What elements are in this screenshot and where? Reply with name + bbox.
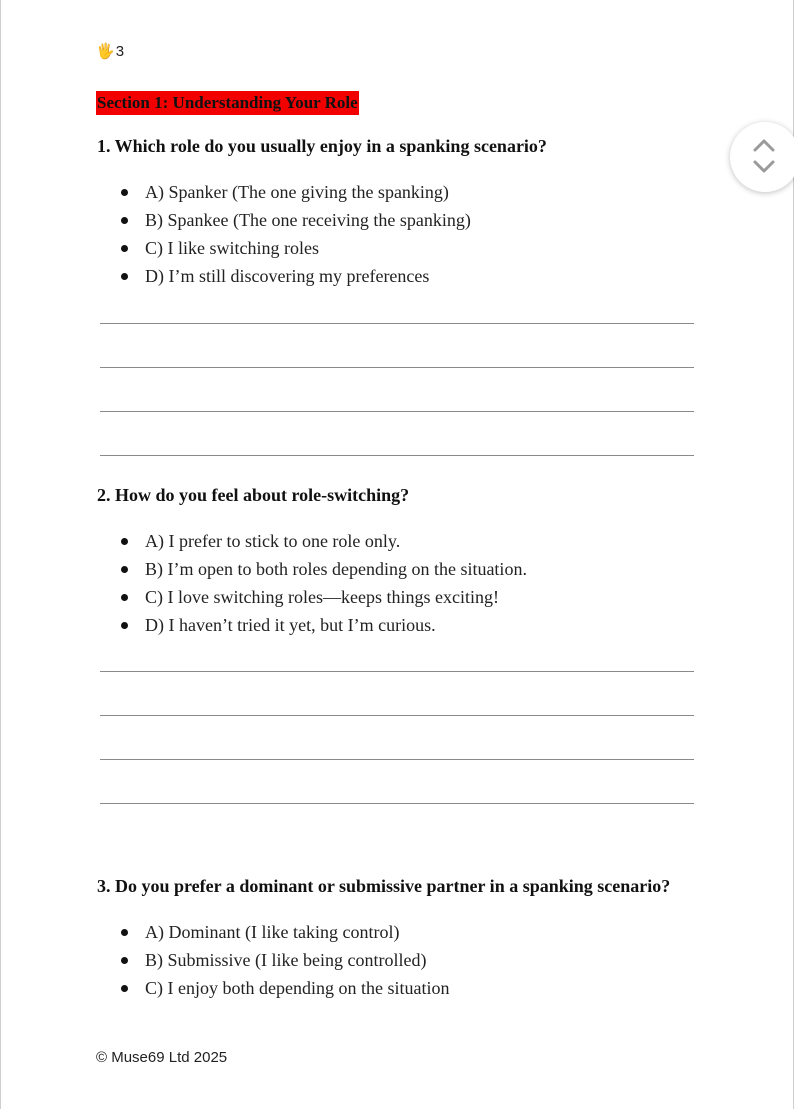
chevron-down-icon	[752, 158, 776, 176]
bullet-icon	[121, 622, 128, 629]
next-page-button[interactable]	[752, 158, 776, 176]
bullet-icon	[121, 929, 128, 936]
page-number	[96, 42, 124, 60]
bullet-icon	[121, 538, 128, 545]
bullet-icon	[121, 189, 128, 196]
question-3: 3. Do you prefer a dominant or submissive partner in a spanking scenario?	[97, 876, 671, 896]
question-3-option-a	[118, 918, 449, 946]
answer-line[interactable]	[100, 411, 694, 412]
question-3-option-c	[118, 974, 449, 1002]
option-label: A) I prefer to stick to one role only.	[145, 531, 401, 551]
option-label: D) I’m still discovering my preferences	[145, 266, 430, 286]
bullet-icon	[121, 566, 128, 573]
question-3-options	[118, 918, 449, 1002]
question-2-option-a	[118, 527, 527, 555]
bullet-icon	[121, 217, 128, 224]
option-label: B) I’m open to both roles depending on the situation.	[145, 559, 527, 579]
bullet-icon	[121, 957, 128, 964]
answer-line[interactable]	[100, 759, 694, 760]
page-border-left	[0, 0, 1, 1109]
answer-line[interactable]	[100, 367, 694, 368]
option-label: C) I like switching roles	[145, 238, 319, 258]
question-1-option-c	[118, 234, 471, 262]
page-nav-widget	[730, 122, 794, 192]
question-1-option-a	[118, 178, 471, 206]
answer-line[interactable]	[100, 323, 694, 324]
option-label: B) Spankee (The one receiving the spanking)	[145, 210, 471, 230]
option-label: B) Submissive (I like being controlled)	[145, 950, 427, 970]
chevron-up-icon	[752, 136, 776, 154]
question-1-option-d	[118, 262, 471, 290]
bullet-icon	[121, 273, 128, 280]
question-1-options	[118, 178, 471, 290]
bullet-icon	[121, 245, 128, 252]
question-2-options	[118, 527, 527, 639]
option-label: D) I haven’t tried it yet, but I’m curious.	[145, 615, 436, 635]
option-label: C) I enjoy both depending on the situation	[145, 978, 450, 998]
answer-line[interactable]	[100, 671, 694, 672]
answer-line[interactable]	[100, 715, 694, 716]
answer-line[interactable]	[100, 455, 694, 456]
answer-line[interactable]	[100, 803, 694, 804]
section-title: Section 1: Understanding Your Role	[96, 91, 359, 115]
option-label: A) Spanker (The one giving the spanking)	[145, 182, 449, 202]
option-label: C) I love switching roles—keeps things exciting!	[145, 587, 499, 607]
question-2-option-d	[118, 611, 527, 639]
question-2-option-b	[118, 555, 527, 583]
question-2-option-c	[118, 583, 527, 611]
bullet-icon	[121, 985, 128, 992]
raised-hand-icon: 🖐	[96, 43, 115, 60]
question-3-option-b	[118, 946, 449, 974]
previous-page-button[interactable]	[752, 136, 776, 154]
option-label: A) Dominant (I like taking control)	[145, 922, 400, 942]
footer-copyright: © Muse69 Ltd 2025	[96, 1049, 228, 1066]
question-1-option-b	[118, 206, 471, 234]
page-number-value: 3	[115, 43, 125, 60]
question-2: 2. How do you feel about role-switching?	[97, 485, 410, 505]
question-1: 1. Which role do you usually enjoy in a spanking scenario?	[97, 136, 547, 156]
bullet-icon	[121, 594, 128, 601]
